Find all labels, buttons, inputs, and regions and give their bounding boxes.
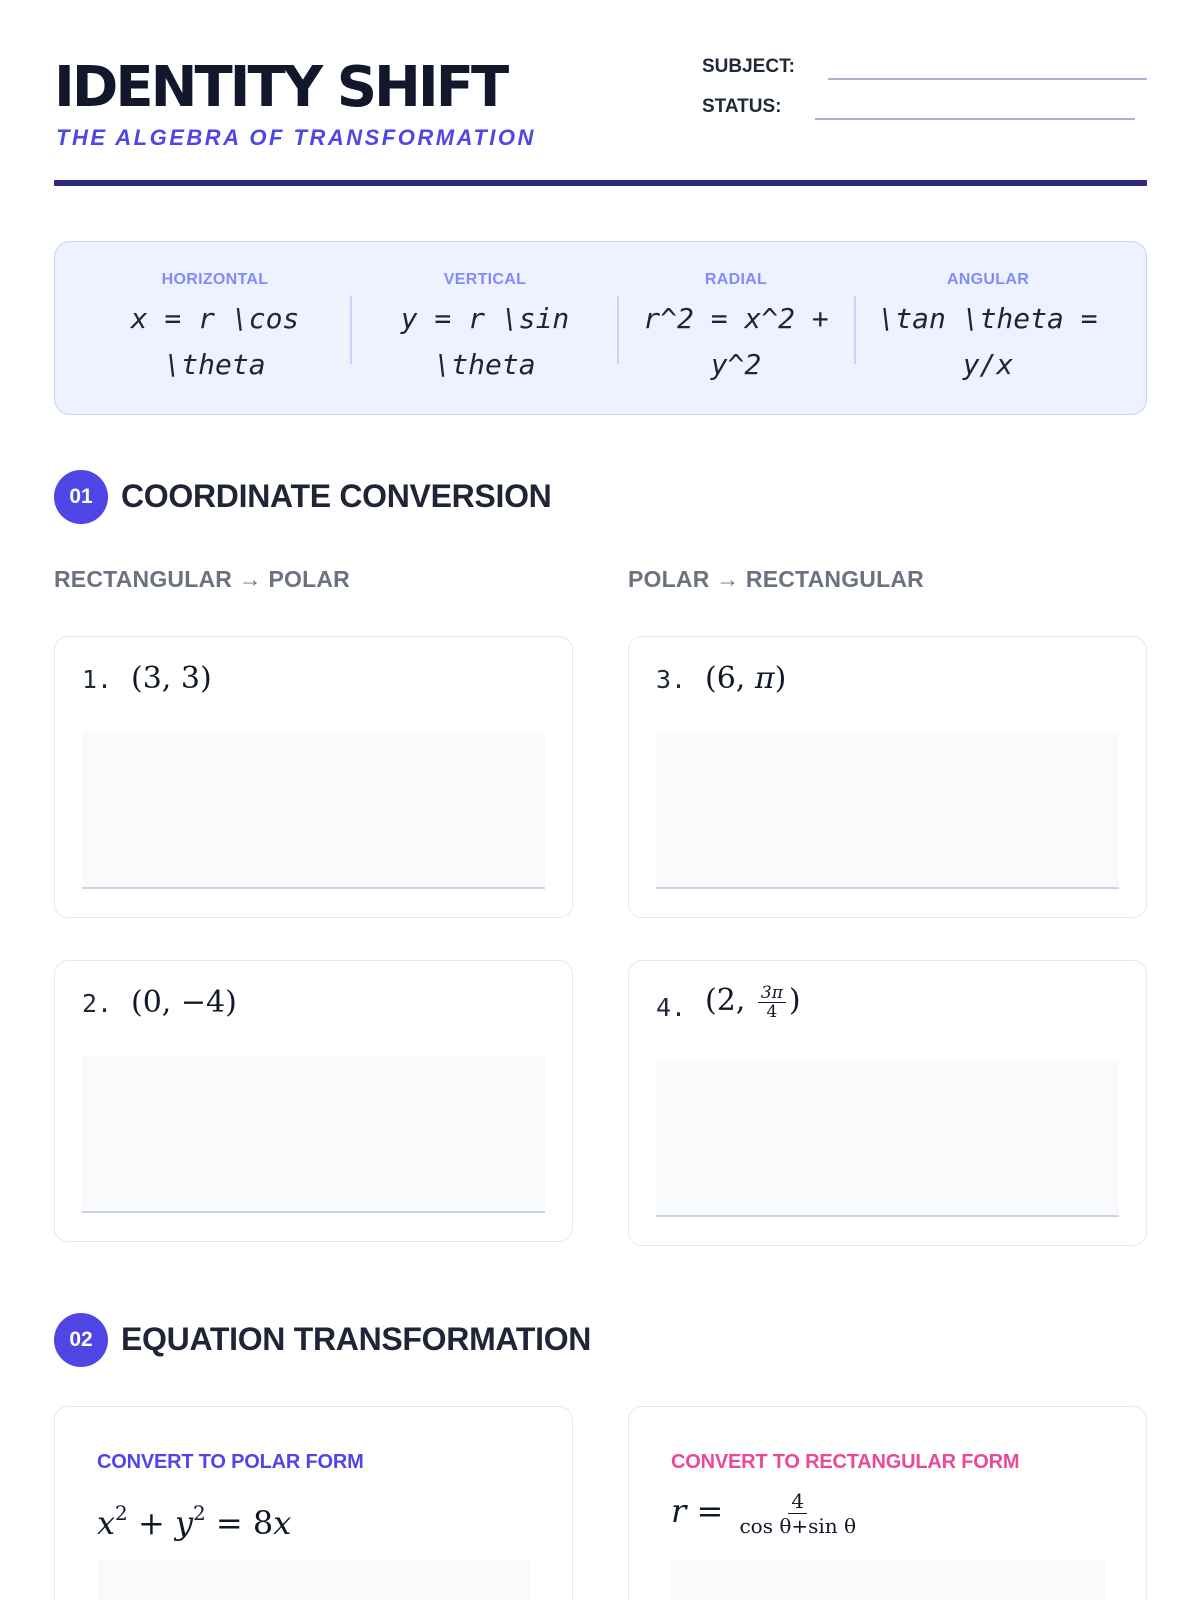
formula-label: HORIZONTAL xyxy=(161,271,269,288)
answer-area[interactable] xyxy=(97,1559,531,1600)
fraction xyxy=(758,984,786,1021)
formula-label: ANGULAR xyxy=(946,271,1030,288)
formula-label: VERTICAL xyxy=(443,271,527,288)
formula-horizontal xyxy=(55,242,375,414)
equation-instruction: CONVERT TO POLAR FORM xyxy=(97,1451,364,1473)
fraction-numerator: 4 xyxy=(788,1489,807,1514)
section-title: EQUATION TRANSFORMATION xyxy=(121,1321,592,1357)
formula-vertical xyxy=(351,242,619,414)
subject-field[interactable] xyxy=(828,78,1147,80)
fraction-denominator: 4 xyxy=(766,1001,778,1022)
problem-number: 4. xyxy=(656,993,687,1022)
problem-number: 2. xyxy=(82,989,113,1018)
problem-expression xyxy=(705,981,801,1021)
problem-card xyxy=(628,636,1147,918)
expr-part: ) xyxy=(774,661,787,696)
problem-card xyxy=(628,960,1147,1246)
answer-area[interactable] xyxy=(656,731,1119,889)
expr-part: ) xyxy=(788,983,801,1018)
answer-area[interactable] xyxy=(671,1559,1105,1600)
equation-card-polar xyxy=(54,1406,573,1600)
section-title: COORDINATE CONVERSION xyxy=(121,478,552,514)
equation-expression: $x^2 + y^2 = 8x$ xyxy=(97,1501,292,1542)
column-heading-rect-to-polar: RECTANGULAR → POLAR xyxy=(54,566,350,592)
problem-number: 1. xyxy=(82,665,113,694)
formula-reference-box xyxy=(54,241,1147,415)
status-label: STATUS: xyxy=(702,96,782,117)
answer-area[interactable] xyxy=(656,1059,1119,1217)
expr-part: (6, xyxy=(705,661,755,696)
section-number-badge: 02 xyxy=(54,1313,108,1367)
problem-expression: (3, 3) xyxy=(131,661,212,696)
problem-card xyxy=(54,960,573,1242)
formula-expression: x = r \cos \theta xyxy=(130,302,300,381)
page-subtitle: THE ALGEBRA OF TRANSFORMATION xyxy=(56,125,536,150)
expr-part: (2, xyxy=(705,983,755,1018)
problem-expression xyxy=(705,659,786,699)
status-field[interactable] xyxy=(815,118,1135,120)
formula-expression: y = r \sin \theta xyxy=(400,302,570,381)
equation-lhs: r = xyxy=(671,1492,724,1530)
formula-expression: \tan \theta = y/x xyxy=(878,302,1098,381)
answer-area[interactable] xyxy=(82,1055,545,1213)
fraction-numerator: 3π xyxy=(758,984,786,1003)
equation-instruction: CONVERT TO RECTANGULAR FORM xyxy=(671,1451,1020,1473)
answer-area[interactable] xyxy=(82,731,545,889)
header-divider xyxy=(54,180,1147,186)
formula-radial xyxy=(618,242,854,414)
formula-label: RADIAL xyxy=(704,271,768,288)
formula-angular xyxy=(855,242,1121,414)
equation-expression xyxy=(671,1489,862,1538)
fraction-denominator: cos θ+sin θ xyxy=(739,1514,857,1538)
section-number-badge: 01 xyxy=(54,470,108,524)
page-title: IDENTITY SHIFT xyxy=(54,55,507,120)
fraction xyxy=(736,1489,859,1538)
formula-expression: r^2 = x^2 + y^2 xyxy=(643,302,829,381)
column-heading-polar-to-rect: POLAR → RECTANGULAR xyxy=(628,566,924,592)
problem-number: 3. xyxy=(656,665,687,694)
problem-expression: (0, −4) xyxy=(131,985,237,1020)
subject-label: SUBJECT: xyxy=(702,56,795,77)
equation-card-rectangular xyxy=(628,1406,1147,1600)
pi-symbol: π xyxy=(754,661,775,696)
problem-card xyxy=(54,636,573,918)
